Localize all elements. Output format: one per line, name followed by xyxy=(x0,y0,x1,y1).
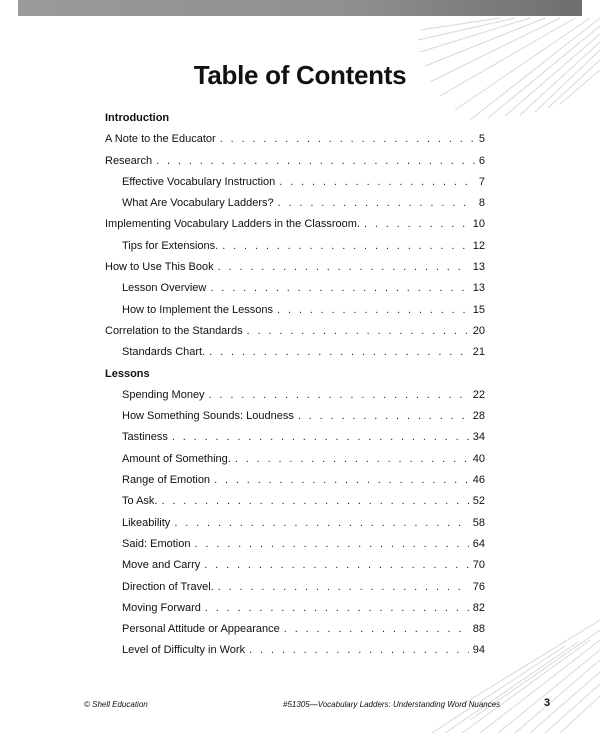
toc-entry-label: To Ask. xyxy=(122,495,158,508)
toc-entry[interactable] xyxy=(105,406,485,427)
toc-entry-page: 76 xyxy=(472,580,485,593)
toc-entry[interactable] xyxy=(105,214,485,235)
toc-entry[interactable] xyxy=(105,513,485,534)
toc-entry-page: 34 xyxy=(472,431,485,444)
toc-entry-page: 88 xyxy=(472,623,485,636)
toc-entry-label: Likeability xyxy=(122,516,171,529)
dot-leader xyxy=(220,129,475,150)
toc-entry[interactable] xyxy=(105,257,485,278)
dot-leader xyxy=(284,619,469,640)
toc-entry[interactable] xyxy=(105,342,485,363)
toc-entry-label: Correlation to the Standards xyxy=(105,324,243,337)
toc-entry-page: 52 xyxy=(472,495,485,508)
dot-leader xyxy=(218,257,469,278)
table-of-contents xyxy=(105,108,485,662)
toc-entry-label: Tips for Extensions. xyxy=(122,239,219,252)
toc-entry-page: 8 xyxy=(478,197,485,210)
toc-entry-label: Level of Difficulty in Work xyxy=(122,644,246,657)
toc-entry[interactable] xyxy=(105,427,485,448)
dot-leader xyxy=(172,427,469,448)
toc-entry[interactable] xyxy=(105,321,485,342)
dot-leader xyxy=(277,300,469,321)
toc-entry-label: Move and Carry xyxy=(122,559,201,572)
dot-leader xyxy=(209,342,469,363)
toc-entry-page: 10 xyxy=(472,218,485,231)
toc-entry-page: 58 xyxy=(472,516,485,529)
dot-leader xyxy=(279,172,475,193)
toc-entry-page: 12 xyxy=(472,239,485,252)
top-bar xyxy=(18,0,582,16)
toc-entry-label: Effective Vocabulary Instruction xyxy=(122,175,276,188)
dot-leader xyxy=(218,577,469,598)
dot-leader xyxy=(210,278,468,299)
dot-leader xyxy=(247,321,469,342)
toc-entry-page: 94 xyxy=(472,644,485,657)
toc-entry-label: Spending Money xyxy=(122,388,205,401)
toc-entry-label: How to Implement the Lessons xyxy=(122,303,274,316)
toc-entry[interactable] xyxy=(105,577,485,598)
toc-entry-page: 13 xyxy=(472,261,485,274)
footer-publisher: © Shell Education xyxy=(84,700,148,709)
dot-leader xyxy=(209,385,469,406)
dot-leader xyxy=(364,214,469,235)
toc-entry[interactable] xyxy=(105,640,485,661)
toc-entry-label: Moving Forward xyxy=(122,601,201,614)
toc-entry-label: How to Use This Book xyxy=(105,261,214,274)
toc-entry-label: Personal Attitude or Appearance xyxy=(122,623,280,636)
section-heading: Introduction xyxy=(105,112,170,124)
toc-entry[interactable] xyxy=(105,278,485,299)
dot-leader xyxy=(156,151,475,172)
toc-entry[interactable] xyxy=(105,534,485,555)
toc-entry-page: 7 xyxy=(478,175,485,188)
dot-leader xyxy=(214,470,469,491)
toc-entry-label: Range of Emotion xyxy=(122,474,211,487)
toc-entry-page: 64 xyxy=(472,537,485,550)
dot-leader xyxy=(204,555,468,576)
toc-entry-label: Direction of Travel. xyxy=(122,580,214,593)
toc-entry[interactable] xyxy=(105,491,485,512)
dot-leader xyxy=(249,640,469,661)
toc-entry-page: 22 xyxy=(472,388,485,401)
toc-entry-label: Said: Emotion xyxy=(122,537,191,550)
section-heading: Lessons xyxy=(105,367,150,380)
toc-entry-label: Tastiness xyxy=(122,431,168,444)
toc-entry[interactable] xyxy=(105,555,485,576)
top-bar-gradient xyxy=(18,0,582,16)
toc-entry-page: 20 xyxy=(472,324,485,337)
toc-entry-label: Standards Chart. xyxy=(122,346,206,359)
toc-entry[interactable] xyxy=(105,619,485,640)
toc-entry-page: 46 xyxy=(472,474,485,487)
toc-entry[interactable] xyxy=(105,236,485,257)
toc-entry[interactable] xyxy=(105,449,485,470)
toc-entry[interactable] xyxy=(105,151,485,172)
toc-entry-label: Amount of Something. xyxy=(122,452,231,465)
toc-entry-label: How Something Sounds: Loudness xyxy=(122,410,294,423)
toc-entry[interactable] xyxy=(105,300,485,321)
toc-entry-page: 6 xyxy=(478,154,485,167)
toc-entry-label: Research xyxy=(105,154,153,167)
dot-leader xyxy=(278,193,475,214)
toc-entry-label: Implementing Vocabulary Ladders in the Classroom. xyxy=(105,218,360,231)
toc-entry[interactable] xyxy=(105,193,485,214)
toc-entry-label: Lesson Overview xyxy=(122,282,207,295)
page-number: 3 xyxy=(544,697,551,709)
dot-leader xyxy=(298,406,469,427)
dot-leader xyxy=(235,449,469,470)
toc-entry[interactable] xyxy=(105,385,485,406)
toc-entry-label: What Are Vocabulary Ladders? xyxy=(122,197,274,210)
dot-leader xyxy=(205,598,469,619)
toc-entry-page: 13 xyxy=(472,282,485,295)
toc-entry[interactable] xyxy=(105,470,485,491)
toc-entry-page: 15 xyxy=(472,303,485,316)
toc-entry[interactable] xyxy=(105,598,485,619)
toc-entry-label: A Note to the Educator xyxy=(105,133,216,146)
toc-entry-page: 82 xyxy=(472,601,485,614)
toc-entry[interactable] xyxy=(105,129,485,150)
toc-entry[interactable] xyxy=(105,172,485,193)
dot-leader xyxy=(161,491,468,512)
dot-leader xyxy=(174,513,468,534)
footer-book-title: #51305—Vocabulary Ladders: Understanding Word Nuances xyxy=(283,700,501,709)
page-title: Table of Contents xyxy=(193,60,407,90)
toc-entry-page: 21 xyxy=(472,346,485,359)
dot-leader xyxy=(222,236,469,257)
toc-entry-page: 5 xyxy=(478,133,485,146)
toc-entry-page: 40 xyxy=(472,452,485,465)
toc-entry-page: 28 xyxy=(472,410,485,423)
dot-leader xyxy=(194,534,468,555)
toc-entry-page: 70 xyxy=(472,559,485,572)
